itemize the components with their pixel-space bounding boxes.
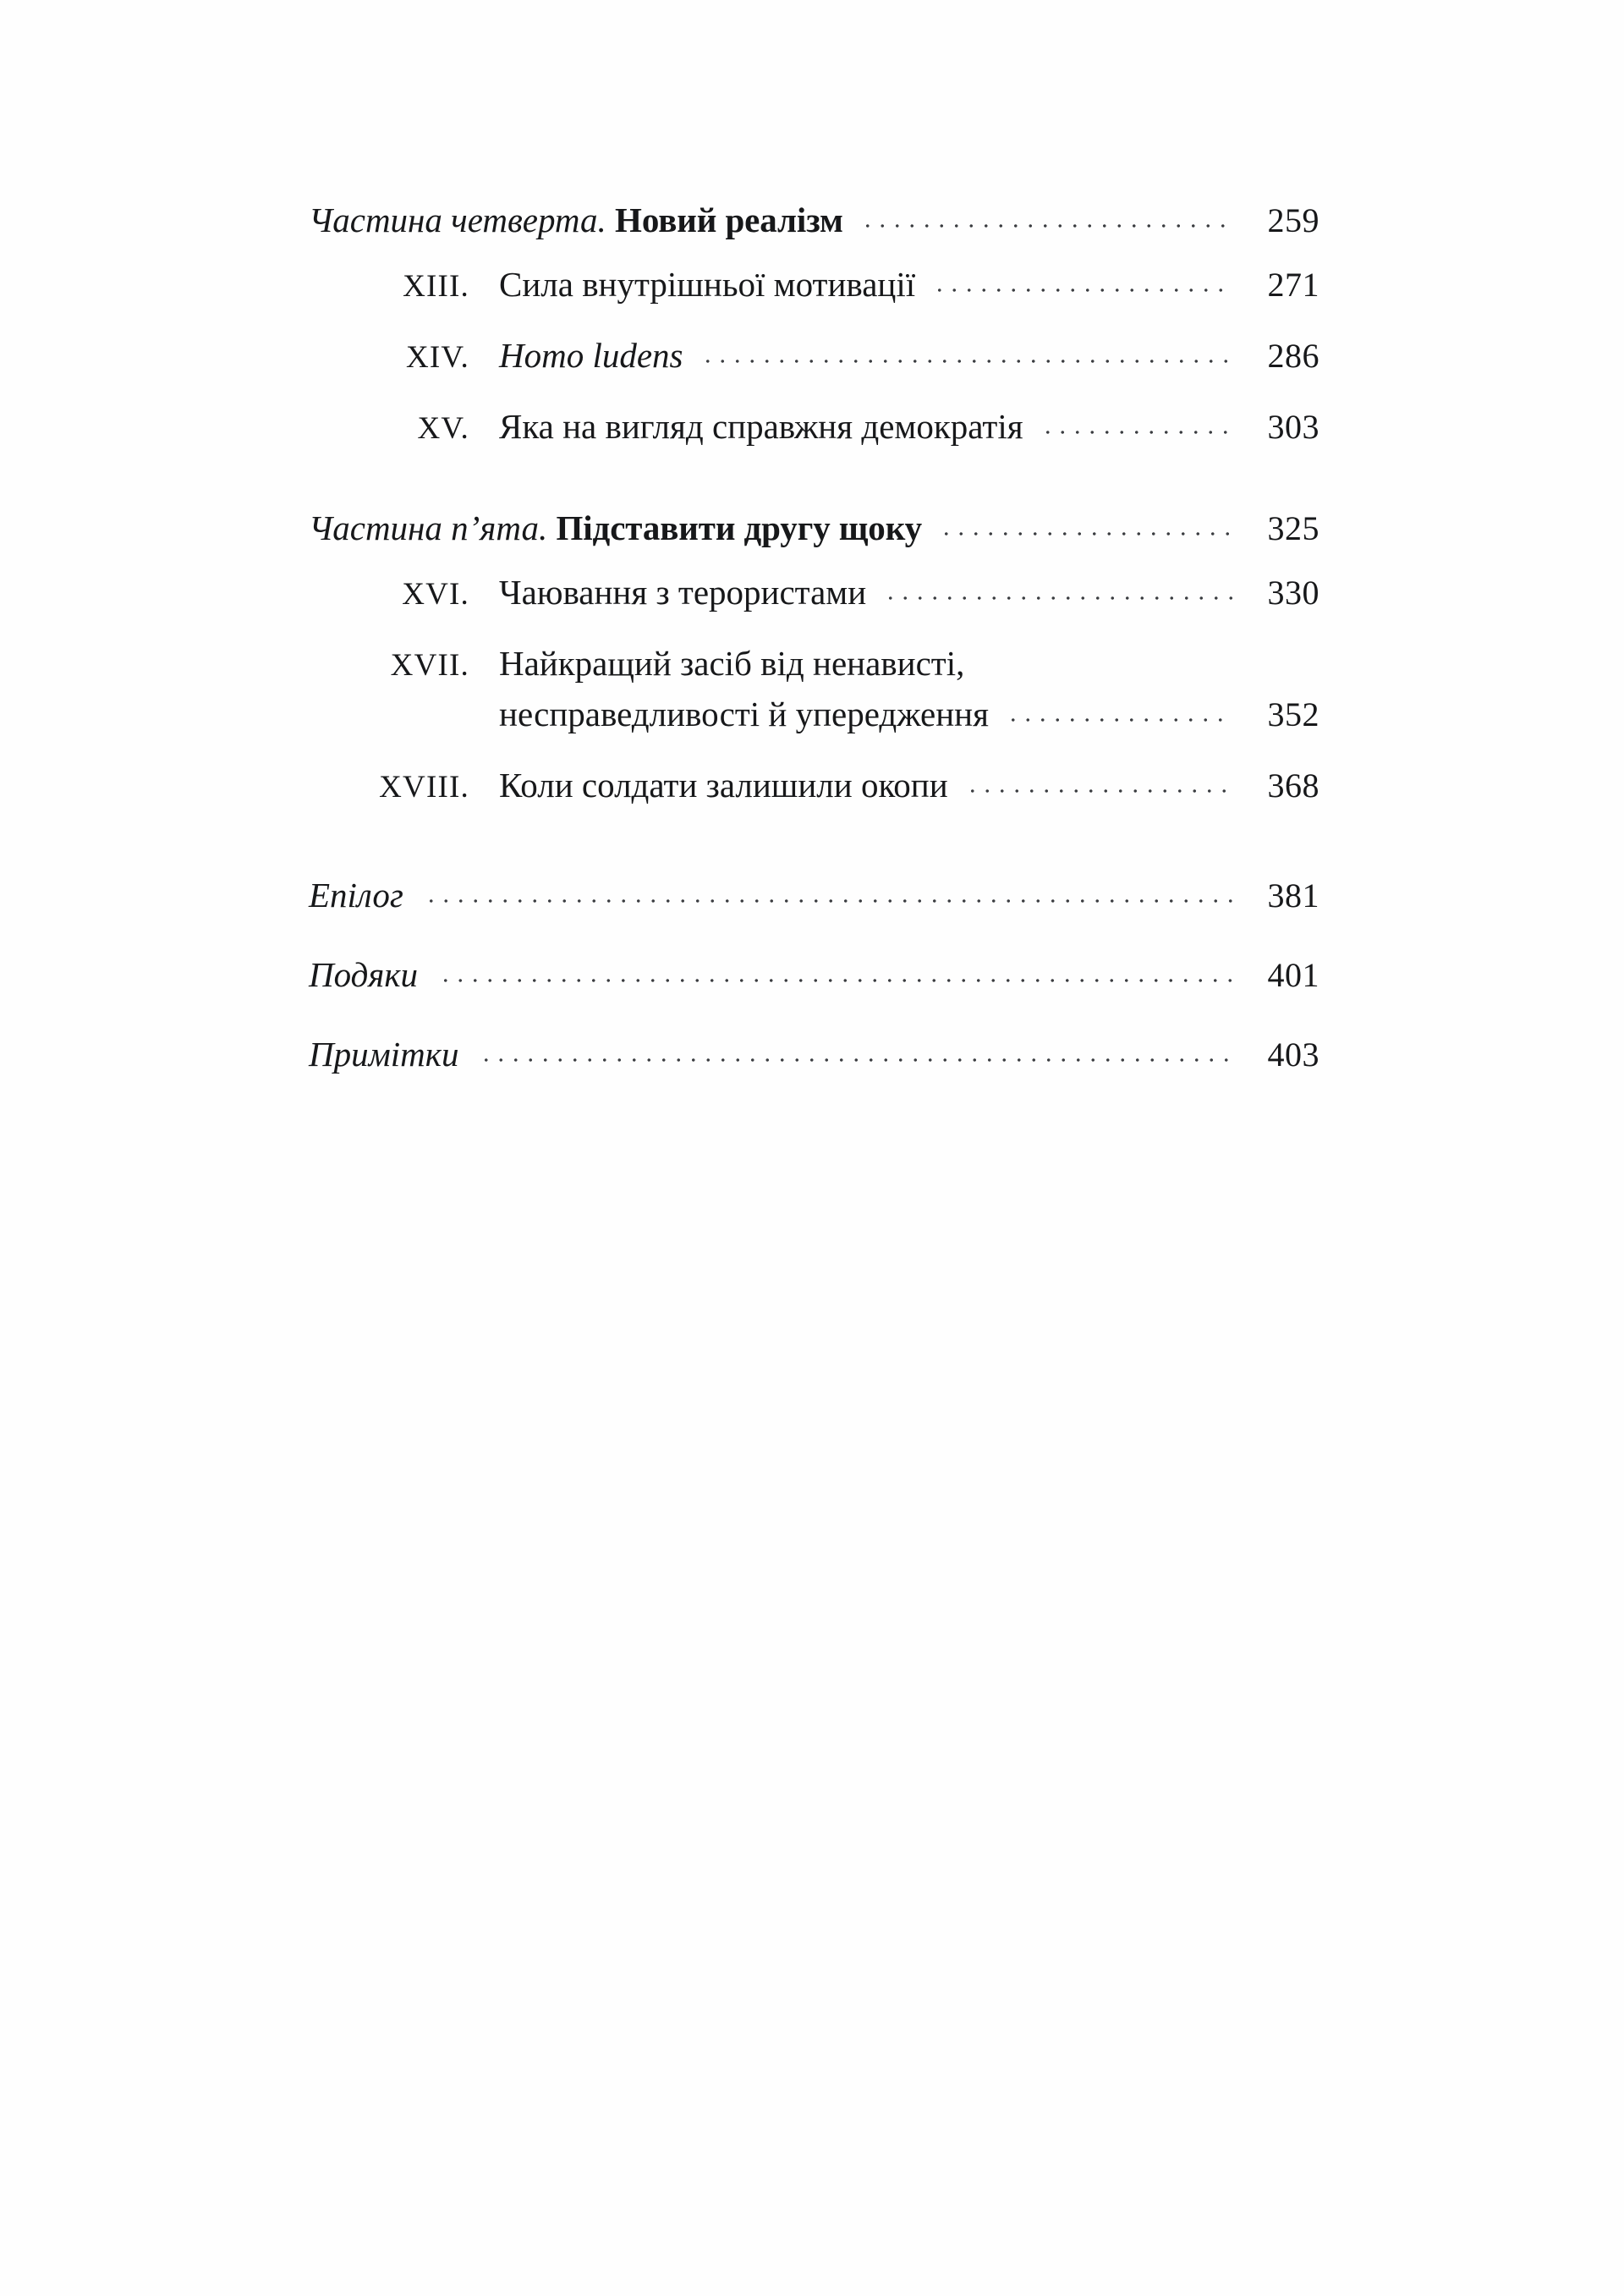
chapter-numeral: XVIII. bbox=[379, 770, 469, 805]
backmatter-title: Подяки bbox=[309, 955, 419, 994]
part-heading-title: Підставити другу щоку bbox=[556, 508, 923, 547]
toc-chapter-row[interactable] bbox=[309, 765, 1320, 805]
toc-chapter-row[interactable] bbox=[309, 335, 1320, 376]
toc-chapter-row[interactable] bbox=[309, 572, 1320, 612]
toc-backmatter-row-acknowledgements[interactable] bbox=[309, 954, 1320, 995]
dot-leader bbox=[423, 973, 1242, 986]
part-heading-prefix: Частина п’ята. bbox=[309, 508, 548, 547]
part-heading-prefix: Частина четверта. bbox=[309, 200, 606, 239]
chapter-title: Яка на вигляд справжня демократія bbox=[499, 407, 1023, 446]
chapter-numeral: XVII. bbox=[390, 648, 469, 683]
chapter-page-number: 303 bbox=[1267, 408, 1320, 446]
chapter-title: Чаювання з терористами bbox=[499, 573, 867, 612]
toc-backmatter-row-epilogue[interactable] bbox=[309, 875, 1320, 915]
toc-chapter-row[interactable] bbox=[309, 406, 1320, 447]
chapter-numeral: XV. bbox=[417, 411, 469, 446]
dot-leader bbox=[994, 712, 1242, 726]
dot-leader bbox=[464, 1052, 1242, 1066]
chapter-title: Коли солдати залишили окопи bbox=[499, 766, 948, 805]
chapter-title-line-second bbox=[309, 694, 1320, 734]
toc-chapter-row[interactable] bbox=[309, 264, 1320, 305]
table-of-contents bbox=[309, 200, 1320, 1074]
dot-leader bbox=[927, 526, 1242, 540]
backmatter-title: Епілог bbox=[309, 876, 403, 915]
dot-leader bbox=[953, 783, 1242, 797]
dot-leader bbox=[1029, 425, 1242, 438]
dot-leader bbox=[409, 893, 1242, 907]
dot-leader bbox=[689, 354, 1242, 367]
backmatter-page-number: 381 bbox=[1267, 876, 1320, 915]
toc-chapter-row[interactable] bbox=[309, 643, 1320, 734]
chapter-title-line-first bbox=[309, 643, 1320, 684]
toc-backmatter-row-notes[interactable] bbox=[309, 1034, 1320, 1074]
chapter-page-number: 368 bbox=[1267, 766, 1320, 805]
chapter-title: Homo ludens bbox=[499, 336, 683, 375]
part-heading-label bbox=[309, 200, 843, 240]
toc-part-heading-part-five[interactable] bbox=[309, 508, 1320, 548]
dot-leader bbox=[920, 283, 1242, 296]
chapter-numeral: XVI. bbox=[402, 577, 469, 612]
chapter-page-number: 286 bbox=[1267, 337, 1320, 375]
chapter-page-number: 352 bbox=[1267, 695, 1320, 733]
backmatter-page-number: 401 bbox=[1267, 956, 1320, 994]
part-page-number: 325 bbox=[1267, 509, 1320, 547]
chapter-numeral: XIII. bbox=[403, 269, 469, 304]
chapter-title: Сила внутрішньої мотивації bbox=[499, 265, 916, 304]
chapter-page-number: 271 bbox=[1267, 266, 1320, 304]
backmatter-page-number: 403 bbox=[1267, 1035, 1320, 1074]
chapter-page-number: 330 bbox=[1267, 574, 1320, 612]
part-page-number: 259 bbox=[1267, 201, 1320, 239]
part-heading-title: Новий реалізм bbox=[615, 200, 843, 239]
chapter-numeral: XIV. bbox=[405, 340, 469, 375]
chapter-title-continued: несправедливості й упередження bbox=[499, 695, 989, 733]
toc-part-heading-part-four[interactable] bbox=[309, 200, 1320, 240]
chapter-title: Найкращий засіб від ненависті, bbox=[499, 644, 965, 683]
part-heading-label bbox=[309, 508, 922, 548]
backmatter-title: Примітки bbox=[309, 1035, 459, 1074]
dot-leader bbox=[871, 590, 1242, 604]
dot-leader bbox=[848, 218, 1242, 232]
